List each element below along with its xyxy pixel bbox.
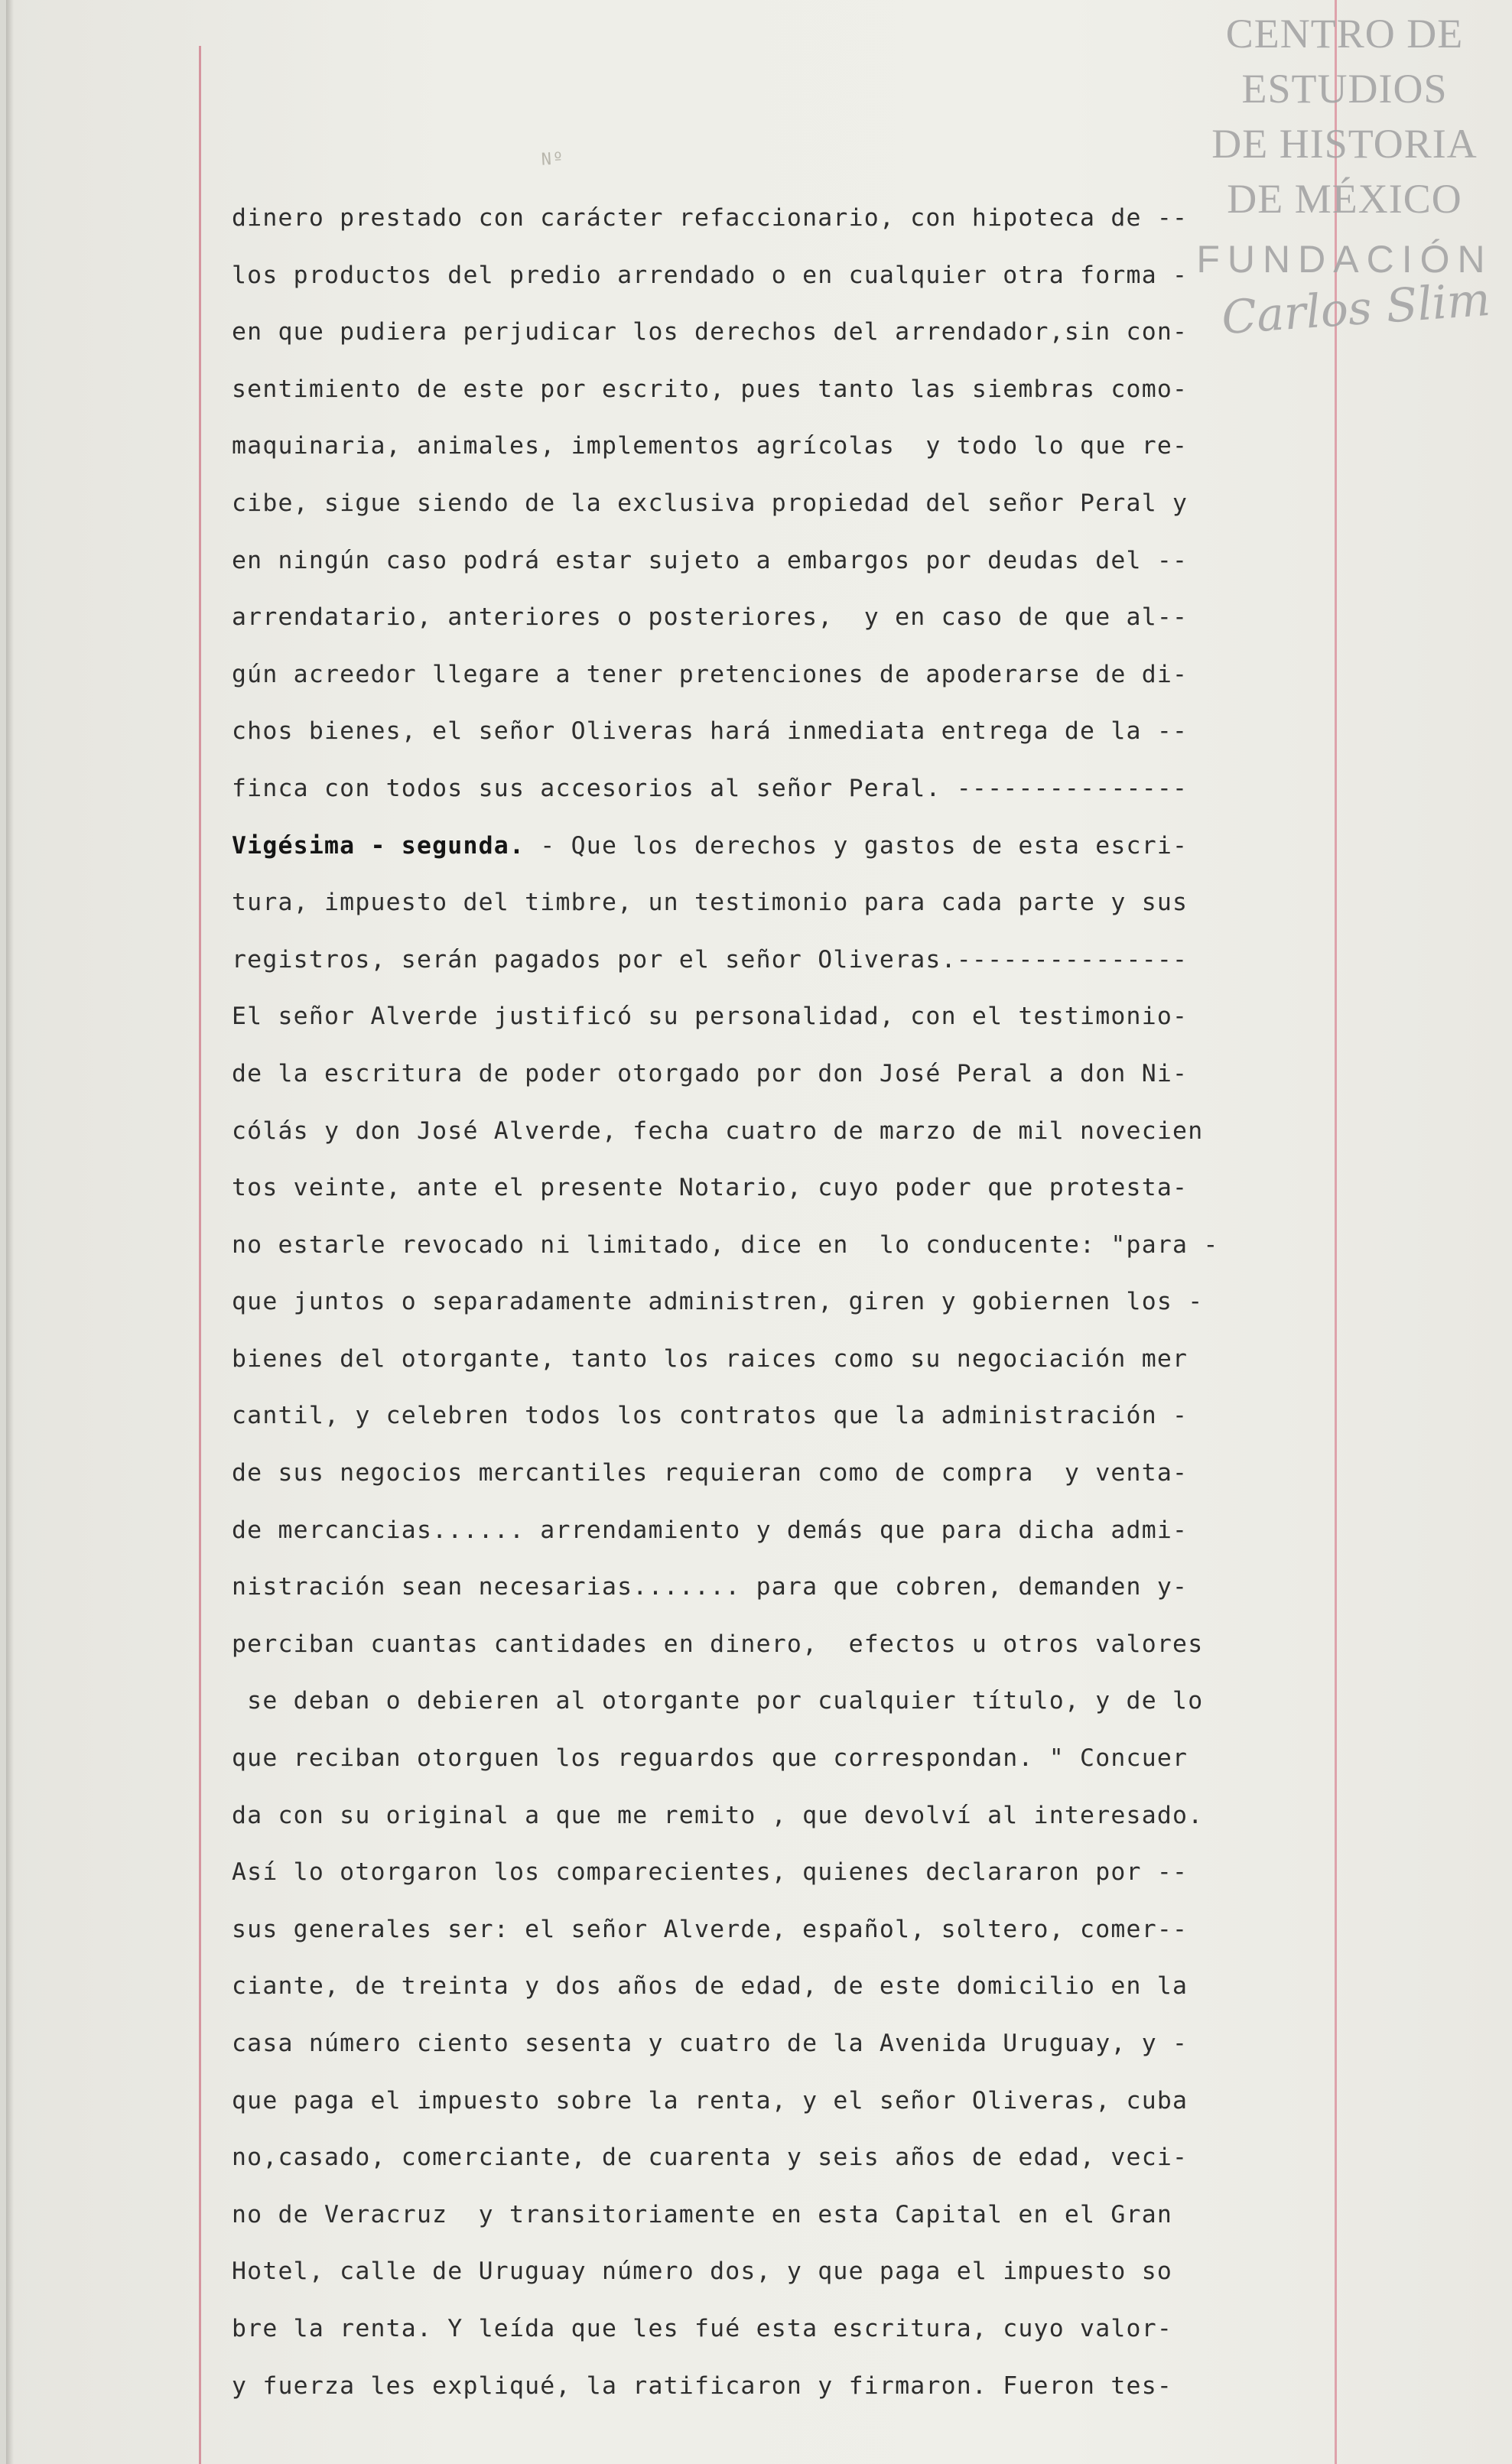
text-line: cólás y don José Alverde, fecha cuatro de marzo de mil novecien bbox=[232, 1117, 1204, 1145]
left-margin-rule bbox=[199, 46, 201, 2464]
text-line: tos veinte, ante el presente Notario, cuyo poder que protesta- bbox=[232, 1174, 1188, 1202]
text-line: no estarle revocado ni limitado, dice en lo conducente: "para - bbox=[232, 1230, 1219, 1259]
text-line: sentimiento de este por escrito, pues tanto las siembras como- bbox=[232, 375, 1188, 403]
text-line: perciban cuantas cantidades en dinero, efectos u otros valores bbox=[232, 1630, 1204, 1658]
text-line: cantil, y celebren todos los contratos que la administración - bbox=[232, 1402, 1188, 1430]
text-line: finca con todos sus accesorios al señor Peral. --------------- bbox=[232, 774, 1188, 802]
text-line: Así lo otorgaron los comparecientes, quienes declararon por -- bbox=[232, 1858, 1188, 1887]
text-line: dinero prestado con carácter refaccionario, con hipoteca de -- bbox=[232, 204, 1188, 232]
text-line: no,casado, comerciante, de cuarenta y seis años de edad, veci- bbox=[232, 2144, 1188, 2172]
watermark-line-3: DE HISTORIA bbox=[1211, 121, 1478, 167]
text-line: casa número ciento sesenta y cuatro de la Avenida Uruguay, y - bbox=[232, 2030, 1188, 2057]
text-line: en que pudiera perjudicar los derechos del arrendador,sin con- bbox=[232, 318, 1188, 346]
text-line: de sus negocios mercantiles requieran como de compra y venta- bbox=[232, 1459, 1188, 1487]
text-line: que juntos o separadamente administren, giren y gobiernen los - bbox=[232, 1288, 1204, 1316]
text-line: en ningún caso podrá estar sujeto a embargos por deudas del -- bbox=[232, 546, 1188, 574]
text-line: nistración sean necesarias....... para que cobren, demanden y- bbox=[232, 1573, 1188, 1601]
watermark-line-1: CENTRO DE bbox=[1225, 11, 1464, 57]
page-edge-shadow bbox=[6, 0, 14, 2464]
text-line: que reciban otorguen los reguardos que correspondan. " Concuer bbox=[232, 1744, 1188, 1773]
text-line: registros, serán pagados por el señor Oliveras.--------------- bbox=[232, 945, 1188, 974]
clause-heading: Vigésima - segunda. bbox=[232, 831, 525, 860]
document-page bbox=[6, 0, 1512, 2464]
text-line: no de Veracruz y transitoriamente en esta Capital en el Gran bbox=[232, 2200, 1173, 2228]
text-line: chos bienes, el señor Oliveras hará inmediata entrega de la -- bbox=[232, 717, 1188, 746]
clause-line bbox=[232, 818, 1337, 875]
watermark-signature: Carlos Slim bbox=[1220, 272, 1492, 346]
watermark-line-4: DE MÉXICO bbox=[1227, 176, 1462, 222]
text-line: los productos del predio arrendado o en cualquier otra forma - bbox=[232, 261, 1188, 289]
text-line: bre la renta. Y leída que les fué esta escritura, cuyo valor- bbox=[232, 2314, 1173, 2342]
text-line: maquinaria, animales, implementos agrícolas y todo lo que re- bbox=[232, 432, 1188, 460]
text-line: bienes del otorgante, tanto los raices como su negociación mer bbox=[232, 1344, 1188, 1373]
text-line: de la escritura de poder otorgado por don José Peral a don Ni- bbox=[232, 1059, 1188, 1087]
faint-header-mark: Nº bbox=[541, 149, 565, 170]
clause-text: - Que los derechos y gastos de esta escri- bbox=[525, 831, 1188, 860]
text-line: sus generales ser: el señor Alverde, español, soltero, comer-- bbox=[232, 1915, 1188, 1943]
text-line: de mercancias...... arrendamiento y demás que para dicha admi- bbox=[232, 1516, 1188, 1544]
text-line: arrendatario, anteriores o posteriores, y en caso de que al-- bbox=[232, 603, 1188, 632]
text-line: ciante, de treinta y dos años de edad, de este domicilio en la bbox=[232, 1972, 1188, 2001]
text-line: El señor Alverde justificó su personalidad, con el testimonio- bbox=[232, 1003, 1188, 1031]
text-line: que paga el impuesto sobre la renta, y el señor Oliveras, cuba bbox=[232, 2086, 1188, 2115]
document-body bbox=[232, 190, 1337, 2414]
text-line: gún acreedor llegare a tener pretenciones de apoderarse de di- bbox=[232, 660, 1188, 688]
text-line: tura, impuesto del timbre, un testimonio para cada parte y sus bbox=[232, 889, 1188, 917]
watermark-foundation: FUNDACIÓN bbox=[1196, 238, 1493, 281]
text-line: Hotel, calle de Uruguay número dos, y que paga el impuesto so bbox=[232, 2258, 1173, 2286]
watermark-line-2: ESTUDIOS bbox=[1241, 66, 1448, 112]
text-line: se deban o debieren al otorgante por cualquier título, y de lo bbox=[232, 1687, 1204, 1715]
text-line: y fuerza les expliqué, la ratificaron y firmaron. Fueron tes- bbox=[232, 2371, 1173, 2400]
text-line: cibe, sigue siendo de la exclusiva propiedad del señor Peral y bbox=[232, 489, 1188, 517]
text-line: da con su original a que me remito , que devolví al interesado. bbox=[232, 1801, 1204, 1829]
